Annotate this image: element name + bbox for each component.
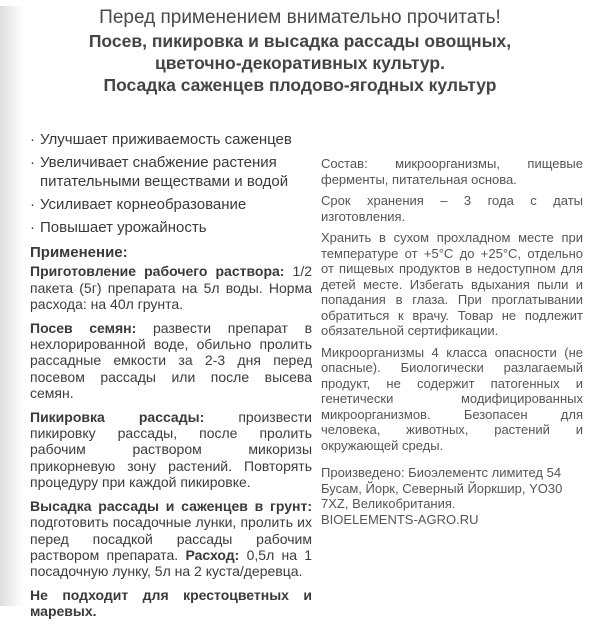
consumption-label: Расход: [185,546,240,563]
website-text: BIOELEMENTS-AGRO.RU [321,511,479,527]
crop-warning-text: Не подходит для крестоцветных и маревых. [30,586,312,620]
producer-line: 7XZ, Великобритания. [321,496,456,511]
solution-text: 1/2 пакета (5г) препарата на 5л воды. Норма расхода: на 40л грунта. [30,263,313,313]
picking-label: Пикировка рассады: [30,408,205,425]
benefit-text: Повышает урожайность [40,219,207,236]
benefit-text: Увеличивает снабжение растения питательными веществами и водой [40,154,289,190]
consumption-text: 0,5л на 1 посадочную лунку, 5л на 2 куста/деревца. [30,546,313,580]
bullet-icon: · [30,131,35,148]
planting-paragraph [30,498,312,580]
package-edge-shadow [0,6,24,606]
package-back-label [0,6,600,620]
bullet-icon: · [30,154,35,171]
composition-text: Состав: микроорганизмы, пищевые ферменты, питательная основа. [321,156,583,187]
usage-title: Применение: [30,244,128,261]
title-line: Посадка саженцев плодово-ягодных культур [103,75,497,95]
benefit-item [30,195,312,214]
benefit-item [30,130,312,149]
read-warning: Перед применением внимательно прочитать! [99,7,501,28]
seeds-text: развести препарат в нехлорированной воде, обильно пролить рассадные емкости за 2-3 дня перед посевом рассады или после высева семян. [30,319,313,402]
planting-label: Высадка рассады и саженцев в грунт: [30,497,312,514]
picking-text: произвести пикировку рассады, после пролить рабочим раствором микоризы прикорневую зону растений. Повторять процедуру при каждой пикировке. [30,408,313,491]
info-column [321,156,583,527]
hazard-text: Микроорганизмы 4 класса опасности (не опасные). Биологически разлагаемый продукт, не содержит патогенных и генетически модифицированных микроорганизмов. Безопасен для человека, животных, растений и окружающей среды. [321,344,583,453]
seeds-label: Посев семян: [30,319,137,336]
seeds-paragraph [30,320,312,402]
benefit-item [30,153,312,191]
solution-label: Приготовление рабочего раствора: [30,263,285,280]
usage-column [30,130,312,627]
benefit-text: Усиливает корнеобразование [40,196,247,213]
title-line: цветочно-декоративных культур. [155,53,445,73]
shelf-life-text: Срок хранения – 3 года с даты изготовления. [321,193,583,224]
bullet-icon: · [30,219,35,236]
producer-block [321,465,583,527]
planting-text: подготовить посадочные лунки, пролить их перед посадкой рассады рабочим раствором препарата. [30,514,312,563]
label-header [0,6,600,96]
producer-line: Бусам, Йорк, Северный Йоркшир, YO30 [321,480,563,496]
producer-line: Произведено: Биоэлементс лимитед 54 [321,465,562,480]
benefit-text: Улучшает приживаемость саженцев [40,131,292,148]
solution-paragraph [30,263,312,312]
benefit-item [30,218,312,237]
storage-text: Хранить в сухом прохладном месте при температуре от +5°С до +25°С, отдельно от пищевых продуктов в недоступном для детей месте. Избегать вдыхания пыли и попадания в глаза. При проглатывании обратиться к врачу. Товар не подлежит обязательной сертификации. [321,230,583,338]
crop-warning [30,587,312,620]
title-line: Посев, пикировка и высадка рассады овощных, [88,31,512,51]
bullet-icon: · [30,196,35,213]
picking-paragraph [30,409,312,491]
